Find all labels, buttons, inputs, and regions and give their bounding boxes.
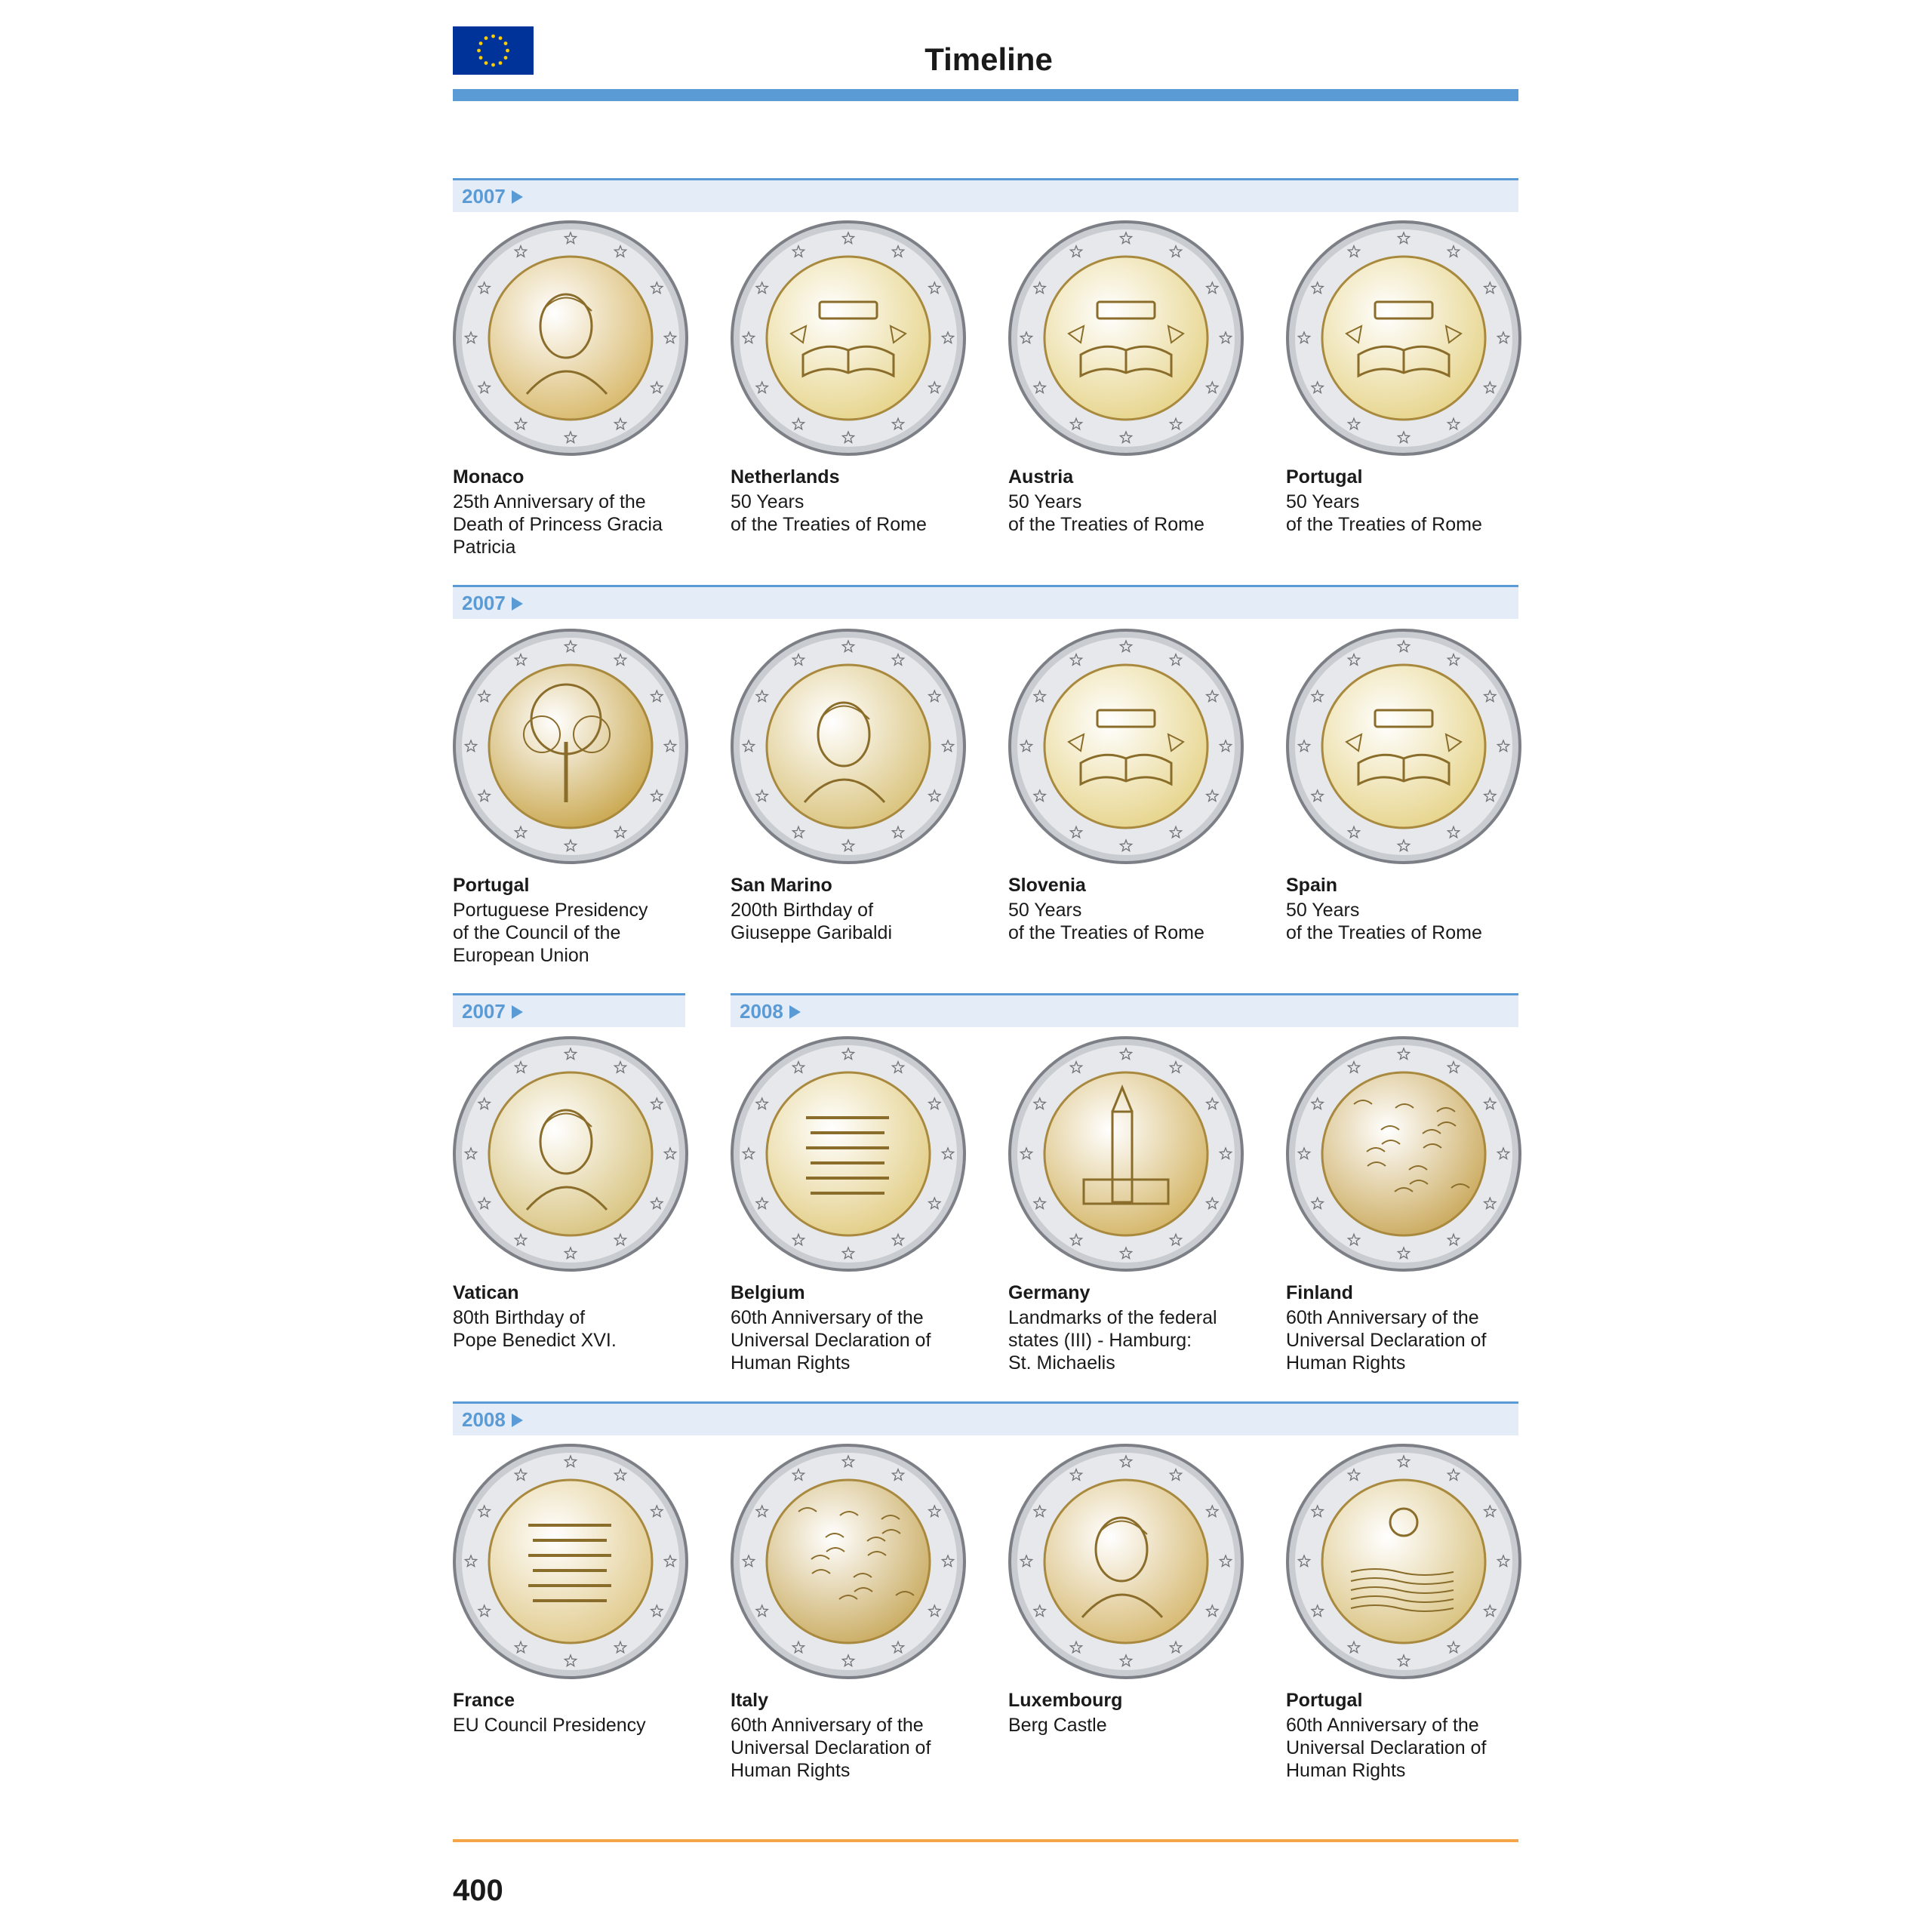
coin-country: Portugal bbox=[453, 875, 530, 896]
play-arrow-icon bbox=[512, 190, 523, 204]
coin-description: 60th Anniversary of the Universal Declaration of Human Rights bbox=[1286, 1715, 1487, 1781]
coin-country: Portugal bbox=[1286, 1690, 1363, 1711]
coin-description: 50 Years of the Treaties of Rome bbox=[1286, 491, 1482, 535]
title-divider bbox=[453, 89, 1518, 101]
coin-image bbox=[731, 1036, 966, 1272]
coin-description: 25th Anniversary of the Death of Princess Gracia Patricia bbox=[453, 491, 663, 558]
coin-country: Austria bbox=[1008, 466, 1074, 488]
coin-country: Slovenia bbox=[1008, 875, 1086, 896]
coin-image bbox=[453, 1036, 688, 1272]
coin-country: Portugal bbox=[1286, 466, 1363, 488]
coin-country: Netherlands bbox=[731, 466, 840, 488]
year-label: 2007 bbox=[462, 592, 523, 615]
play-arrow-icon bbox=[789, 1005, 801, 1019]
coin-image bbox=[731, 1444, 966, 1679]
play-arrow-icon bbox=[512, 1005, 523, 1019]
coin-image bbox=[731, 220, 966, 456]
coin-description: Portuguese Presidency of the Council of the European Union bbox=[453, 900, 648, 966]
coin-image bbox=[1008, 1444, 1244, 1679]
coin-description: 200th Birthday of Giuseppe Garibaldi bbox=[731, 900, 893, 943]
year-label: 2008 bbox=[462, 1408, 523, 1432]
coin-image bbox=[1286, 1444, 1521, 1679]
play-arrow-icon bbox=[512, 597, 523, 611]
coin-country: France bbox=[453, 1690, 515, 1711]
coin-country: Germany bbox=[1008, 1282, 1091, 1303]
coin-description: 50 Years of the Treaties of Rome bbox=[1286, 900, 1482, 943]
year-section-bar bbox=[453, 585, 1518, 619]
year-section-bar bbox=[453, 178, 1518, 212]
year-label: 2008 bbox=[740, 1000, 801, 1023]
coin-description: 50 Years of the Treaties of Rome bbox=[1008, 491, 1204, 535]
coin-image bbox=[1008, 220, 1244, 456]
coin-image bbox=[453, 220, 688, 456]
play-arrow-icon bbox=[512, 1414, 523, 1427]
footer-divider bbox=[453, 1839, 1518, 1842]
coin-description: EU Council Presidency bbox=[453, 1715, 646, 1736]
coin-country: Spain bbox=[1286, 875, 1338, 896]
coin-description: Berg Castle bbox=[1008, 1715, 1107, 1736]
year-section-bar bbox=[453, 1401, 1518, 1435]
coin-description: Landmarks of the federal states (III) - Hamburg: St. Michaelis bbox=[1008, 1307, 1217, 1374]
page-number: 400 bbox=[453, 1874, 503, 1907]
page-title: Timeline bbox=[924, 42, 1053, 77]
coin-country: Monaco bbox=[453, 466, 525, 488]
coin-image bbox=[1286, 629, 1521, 864]
year-label: 2007 bbox=[462, 1000, 523, 1023]
coin-description: 60th Anniversary of the Universal Declaration of Human Rights bbox=[731, 1307, 931, 1374]
coin-country: San Marino bbox=[731, 875, 832, 896]
coin-description: 60th Anniversary of the Universal Declaration of Human Rights bbox=[731, 1715, 931, 1781]
coin-country: Vatican bbox=[453, 1282, 519, 1303]
year-section-bar bbox=[453, 993, 685, 1027]
coin-image bbox=[731, 629, 966, 864]
coin-image bbox=[453, 1444, 688, 1679]
coin-image bbox=[1286, 1036, 1521, 1272]
coin-country: Italy bbox=[731, 1690, 769, 1711]
year-label: 2007 bbox=[462, 185, 523, 208]
coin-image bbox=[1008, 629, 1244, 864]
coin-description: 50 Years of the Treaties of Rome bbox=[731, 491, 927, 535]
coin-description: 60th Anniversary of the Universal Declaration of Human Rights bbox=[1286, 1307, 1487, 1374]
coin-country: Belgium bbox=[731, 1282, 805, 1303]
coin-country: Luxembourg bbox=[1008, 1690, 1123, 1711]
coin-image bbox=[453, 629, 688, 864]
coin-image bbox=[1286, 220, 1521, 456]
coin-description: 50 Years of the Treaties of Rome bbox=[1008, 900, 1204, 943]
coin-description: 80th Birthday of Pope Benedict XVI. bbox=[453, 1307, 617, 1351]
year-section-bar bbox=[731, 993, 1518, 1027]
coin-image bbox=[1008, 1036, 1244, 1272]
coin-country: Finland bbox=[1286, 1282, 1353, 1303]
